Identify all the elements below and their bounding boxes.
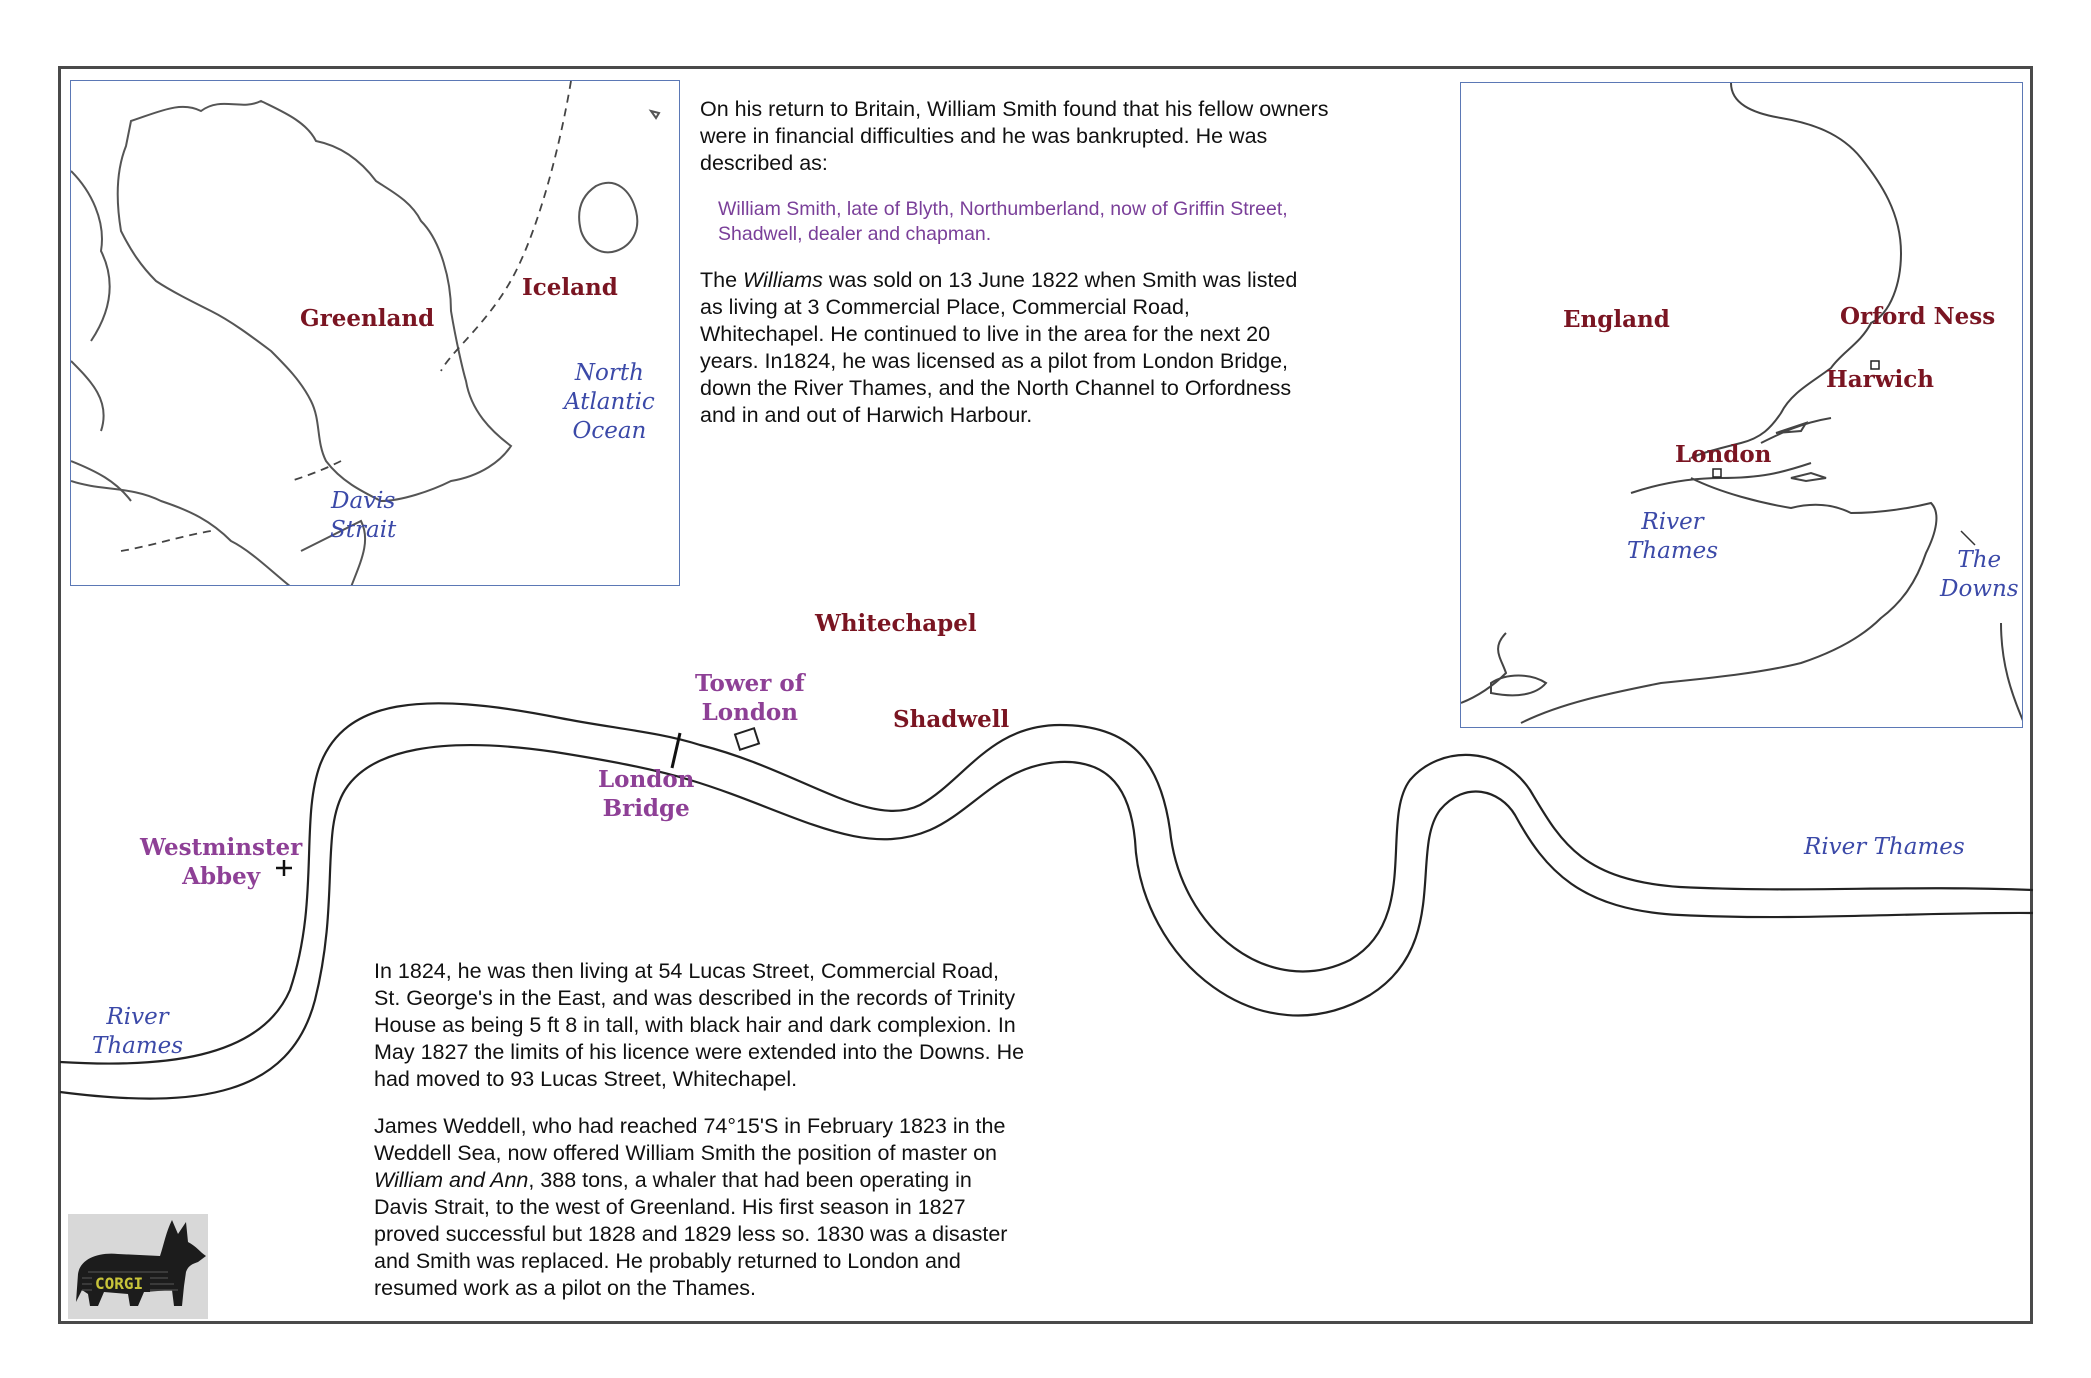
the-downs-label: [1940, 546, 2019, 604]
orford-ness-label: Orford Ness: [1840, 303, 1996, 330]
corgi-logo: [68, 1214, 208, 1319]
the-downs-pointer: [1961, 531, 1975, 545]
the-downs-label-line: Downs: [1940, 575, 2019, 602]
england-label: England: [1563, 306, 1670, 333]
ship-name-william-and-ann: William and Ann: [374, 1168, 529, 1192]
river-thames-right-label: River Thames: [1804, 834, 1965, 860]
text-line: as living at 3 Commercial Place, Commercial Road,: [700, 295, 1190, 319]
baffin-island-coast: [71, 481, 291, 586]
river-thames-inset-label-line: River: [1641, 509, 1704, 535]
text-line: years. In1824, he was licensed as a pilot from London Bridge,: [700, 349, 1289, 373]
london-bridge-label-line: Bridge: [602, 794, 690, 822]
text-line: down the River Thames, and the North Channel to Orfordness: [700, 376, 1292, 400]
greenland-iceland-dashed-line: [441, 81, 571, 371]
westminster-abbey-label-line: Westminster: [140, 834, 303, 861]
text-line: Whitechapel. He continued to live in the area for the next 20: [700, 322, 1271, 346]
davis-strait-label: [330, 487, 396, 545]
corgi-logo-text: CORGI: [95, 1274, 144, 1293]
greenland-label: Greenland: [300, 305, 435, 332]
davis-strait-label-line: Strait: [330, 516, 397, 543]
river-thames-left-label-line: Thames: [92, 1032, 184, 1059]
text-line: [700, 267, 1440, 294]
text-line: House as being 5 ft 8 in tall, with black hair and dark complexion. In: [374, 1013, 1016, 1037]
north-atlantic-ocean-label-line: Atlantic: [564, 388, 655, 415]
tower-of-london-label-line: Tower of: [695, 670, 805, 697]
text-fragment: The: [700, 268, 744, 292]
text-fragment: was sold on 13 June 1822 when Smith was listed: [822, 268, 1298, 292]
greenland-coast: [118, 101, 511, 501]
east-anglia-coast: [1691, 83, 1901, 458]
bottom-text-block: [374, 958, 1134, 1322]
quote-line: Shadwell, dealer and chapman.: [718, 223, 992, 245]
london-bridge-label: [598, 766, 694, 824]
river-thames-left-label-line: River: [106, 1004, 169, 1030]
bankruptcy-paragraph: [700, 96, 1440, 177]
river-thames-inset-label: [1627, 508, 1718, 566]
tower-of-london-label-line: London: [701, 698, 798, 726]
top-text-block: [700, 96, 1440, 449]
text-line: described as:: [700, 151, 828, 175]
baffin-dashed-line: [121, 531, 211, 551]
text-line: St. George's in the East, and was described in the records of Trinity: [374, 986, 1016, 1010]
right-coast-edge: [2001, 623, 2023, 723]
iceland-coast: [579, 183, 637, 252]
text-line: resumed work as a pilot on the Thames.: [374, 1276, 757, 1300]
the-downs-label-line: The: [1957, 547, 2002, 573]
harwich-label: Harwich: [1826, 366, 1935, 393]
tower-of-london-label: [695, 670, 805, 728]
text-line: On his return to Britain, William Smith found that his fellow owners: [700, 97, 1329, 121]
london-bridge-label-line: London: [598, 766, 695, 793]
text-line: were in financial difficulties and he was bankrupted. He was: [700, 124, 1268, 148]
text-line: In 1824, he was then living at 54 Lucas Street, Commercial Road,: [374, 959, 1000, 983]
small-island: [651, 111, 659, 118]
corgi-silhouette: [68, 1214, 208, 1319]
quote-line: William Smith, late of Blyth, Northumberland, now of Griffin Street,: [718, 198, 1288, 220]
london-mark: [1713, 469, 1721, 477]
greenland-west-fjords: [71, 171, 131, 501]
tower-of-london-mark: [735, 728, 759, 749]
river-thames-left-label: [92, 1003, 183, 1061]
text-line: Weddell Sea, now offered William Smith the position of master on: [374, 1141, 998, 1165]
text-line: proved successful but 1828 and 1829 less so. 1830 was a disaster: [374, 1222, 1008, 1246]
river-thames-inset-label-line: Thames: [1627, 537, 1719, 564]
text-line: May 1827 the limits of his licence were extended into the Downs. He: [374, 1040, 1025, 1064]
iceland-label: Iceland: [522, 274, 618, 301]
description-quote: [718, 197, 1440, 247]
westminster-abbey-label: [140, 834, 302, 892]
text-line: Davis Strait, to the west of Greenland. His first season in 1827: [374, 1195, 966, 1219]
essex-islands: [1761, 418, 1831, 481]
shadwell-label: Shadwell: [893, 706, 1010, 733]
kent-coast: [1521, 478, 1936, 723]
england-inset-map: [1460, 82, 2023, 728]
text-line: and in and out of Harwich Harbour.: [700, 403, 1033, 427]
north-atlantic-ocean-label: [564, 359, 655, 445]
text-line: James Weddell, who had reached 74°15'S in February 1823 in the: [374, 1114, 1006, 1138]
ship-name-williams: Williams: [743, 268, 823, 292]
north-atlantic-ocean-label-line: Ocean: [572, 417, 647, 444]
westminster-abbey-label-line: Abbey: [182, 862, 261, 890]
text-line: [374, 1167, 1134, 1194]
lucas-street-paragraph: [374, 958, 1134, 1093]
text-line: and Smith was replaced. He probably returned to London and: [374, 1249, 961, 1273]
williams-sale-paragraph: [700, 267, 1440, 429]
davis-strait-label-line: Davis: [331, 488, 396, 514]
weddell-paragraph: [374, 1113, 1134, 1302]
south-coast-west: [1461, 633, 1506, 703]
text-line: had moved to 93 Lucas Street, Whitechapel.: [374, 1067, 798, 1091]
south-east-england-outline-map: [1461, 83, 2023, 728]
north-atlantic-ocean-label-line: North: [574, 360, 644, 386]
text-fragment: , 388 tons, a whaler that had been operating in: [528, 1168, 972, 1192]
whitechapel-label: Whitechapel: [815, 610, 977, 637]
london-inset-label: London: [1675, 441, 1772, 468]
